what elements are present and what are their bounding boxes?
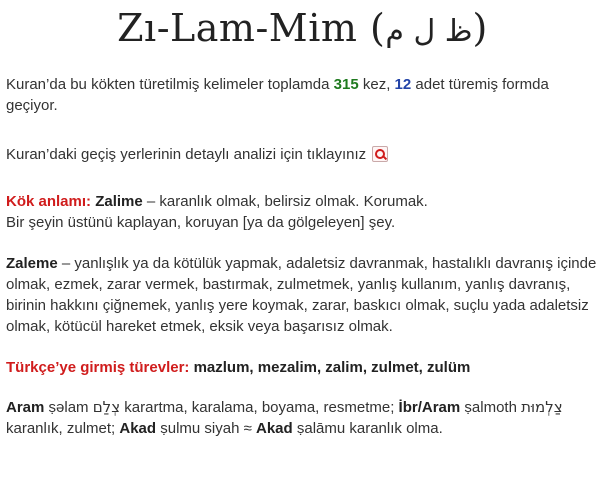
turkish-derivatives-label: Türkçe’ye girmiş türevler: bbox=[6, 359, 190, 376]
root-meaning-definition: – karanlık olmak, belirsiz olmak. Korumak. bbox=[142, 193, 428, 210]
ibr-word: ṣalmoth bbox=[460, 399, 522, 416]
root-meaning-paragraph bbox=[6, 191, 599, 233]
title-close-paren: ) bbox=[472, 6, 488, 50]
akad-word-2: ṣalāmu karanlık olma. bbox=[292, 420, 443, 437]
aram-label: Aram bbox=[6, 399, 45, 416]
total-count: 315 bbox=[333, 76, 359, 93]
ibr-meaning: karanlık, zulmet; bbox=[6, 420, 120, 437]
ibr-aram-label: İbr/Aram bbox=[398, 399, 461, 416]
turkish-derivatives-paragraph bbox=[6, 357, 599, 378]
stats-after: adet türemiş formda geçiyor. bbox=[6, 76, 549, 114]
zaleme-term: Zaleme bbox=[6, 255, 58, 272]
analysis-link-paragraph bbox=[6, 144, 599, 165]
akad-label-2: Akad bbox=[256, 420, 293, 437]
title-open-paren: ( bbox=[370, 6, 386, 50]
title-arabic: ظ ل م bbox=[385, 14, 473, 49]
page-title bbox=[6, 0, 599, 54]
title-arabic-group bbox=[370, 6, 488, 50]
aram-meaning: karartma, karalama, boyama, resmetme; bbox=[120, 399, 399, 416]
aram-hebrew: צְלַם bbox=[92, 398, 121, 416]
stats-paragraph bbox=[6, 74, 599, 116]
ibr-hebrew: צַלְמוּת bbox=[521, 398, 563, 416]
akad-label-1: Akad bbox=[119, 420, 157, 437]
title-latin: Zı-Lam-Mim bbox=[117, 6, 358, 50]
root-meaning-term: Zalime bbox=[95, 193, 143, 210]
akad-word-1: ṣulmu siyah ≈ bbox=[156, 420, 256, 437]
aram-word: ṣəlam bbox=[44, 399, 93, 416]
zaleme-definition: – yanlışlık ya da kötülük yapmak, adaletsiz davranmak, hastalıklı davranış içinde olmak, ezmek, zarar vermek, bastırmak, zulmetmek, yanlış kullanım, yanlış davranış, birinin hakkını çiğnemek, yanlış yere koymak, zarar, baskıcı olmak, suçlu yada adaletsiz olmak, kötücül hareket etmek, eksik veya başarısız olmak. bbox=[6, 255, 597, 335]
aramaic-paragraph bbox=[6, 397, 599, 439]
turkish-derivatives-words: mazlum, mezalim, zalim, zulmet, zulüm bbox=[189, 359, 471, 376]
root-meaning-line2: Bir şeyin üstünü kaplayan, koruyan [ya da gölgeleyen] şey. bbox=[6, 214, 396, 231]
search-icon[interactable] bbox=[372, 146, 388, 162]
stats-before: Kuran’da bu kökten türetilmiş kelimeler toplamda bbox=[6, 76, 334, 93]
stats-middle: kez, bbox=[358, 76, 395, 93]
analysis-link-text: Kuran’daki geçiş yerlerinin detaylı analizi için tıklayınız bbox=[6, 146, 367, 163]
zaleme-paragraph bbox=[6, 253, 599, 337]
root-meaning-label: Kök anlamı: bbox=[6, 193, 92, 210]
derived-count: 12 bbox=[394, 76, 412, 93]
